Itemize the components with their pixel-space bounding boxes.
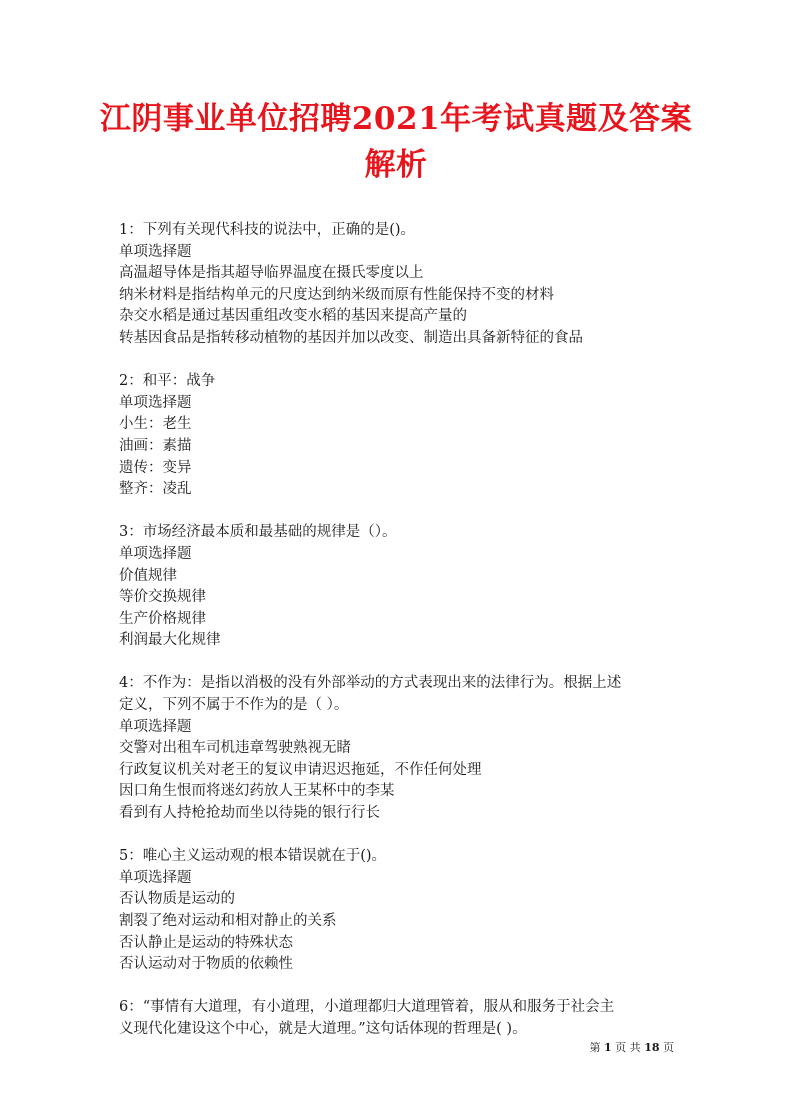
question-type: 单项选择题 [119, 394, 192, 411]
option-b: 割裂了绝对运动和相对静止的关系 [119, 913, 337, 929]
option-a: 小生：老生 [119, 416, 192, 433]
question-list [119, 220, 679, 1062]
question-stem-continued: 定义，下列不属于不作为的是（ ）。 [119, 697, 349, 714]
question-stem: 6：“事情有大道理，有小道理，小道理都归大道理管着，服从和服务于社会主 [119, 999, 615, 1016]
question-stem: 2：和平：战争 [119, 373, 216, 390]
option-a: 否认物质是运动的 [119, 891, 235, 908]
question-stem: 1：下列有关现代科技的说法中，正确的是()。 [119, 222, 416, 238]
option-c: 因口角生恨而将迷幻药放人王某杯中的李某 [119, 783, 395, 800]
document-title [96, 96, 696, 188]
question-6 [119, 997, 679, 1040]
question-type: 单项选择题 [119, 243, 192, 260]
question-type: 单项选择题 [119, 718, 192, 735]
question-2 [119, 371, 679, 501]
question-3 [119, 522, 679, 652]
option-b: 行政复议机关对老王的复议申请迟迟拖延，不作任何处理 [119, 761, 482, 778]
option-a: 高温超导体是指其超导临界温度在摄氏零度以上 [119, 265, 424, 282]
option-b: 油画：素描 [119, 437, 192, 454]
option-a: 交警对出租车司机违章驾驶熟视无睹 [119, 740, 351, 757]
option-d: 利润最大化规律 [119, 632, 221, 649]
question-stem: 5：唯心主义运动观的根本错误就在于()。 [119, 848, 387, 865]
question-1 [119, 220, 679, 350]
question-stem: 4：不作为：是指以消极的没有外部举动的方式表现出来的法律行为。根据上述 [119, 675, 622, 692]
page-footer [590, 1040, 674, 1056]
current-page-number: 1 [604, 1041, 612, 1054]
option-d: 转基因食品是指转移动植物的基因并加以改变、制造出具备新特征的食品 [119, 329, 583, 346]
question-type: 单项选择题 [119, 545, 192, 562]
option-d: 看到有人持枪抢劫而坐以待毙的银行行长 [119, 805, 380, 822]
question-stem-continued: 义现代化建设这个中心，就是大道理。”这句话体现的哲理是( )。 [119, 1020, 527, 1037]
title-line-2: 解析 [364, 147, 428, 183]
page-middle: 页 共 [615, 1041, 641, 1054]
title-line-1: 江阴事业单位招聘2021年考试真题及答案 [99, 101, 693, 137]
page-suffix: 页 [663, 1041, 674, 1054]
total-page-number: 18 [644, 1041, 660, 1054]
question-type: 单项选择题 [119, 869, 192, 886]
option-c: 杂交水稻是通过基因重组改变水稻的基因来提高产量的 [119, 308, 467, 325]
option-c: 生产价格规律 [119, 610, 206, 627]
option-d: 整齐：凌乱 [119, 481, 192, 498]
option-d: 否认运动对于物质的依赖性 [119, 956, 293, 973]
question-4 [119, 673, 679, 824]
option-a: 价值规律 [119, 567, 177, 584]
option-b: 等价交换规律 [119, 589, 206, 606]
question-5 [119, 846, 679, 976]
option-b: 纳米材料是指结构单元的尺度达到纳米级而原有性能保持不变的材料 [119, 286, 554, 303]
option-c: 否认静止是运动的特殊状态 [119, 934, 293, 951]
page-prefix: 第 [589, 1041, 601, 1054]
option-c: 遗传：变异 [119, 459, 192, 476]
question-stem: 3：市场经济最本质和最基础的规律是（）。 [119, 524, 397, 541]
